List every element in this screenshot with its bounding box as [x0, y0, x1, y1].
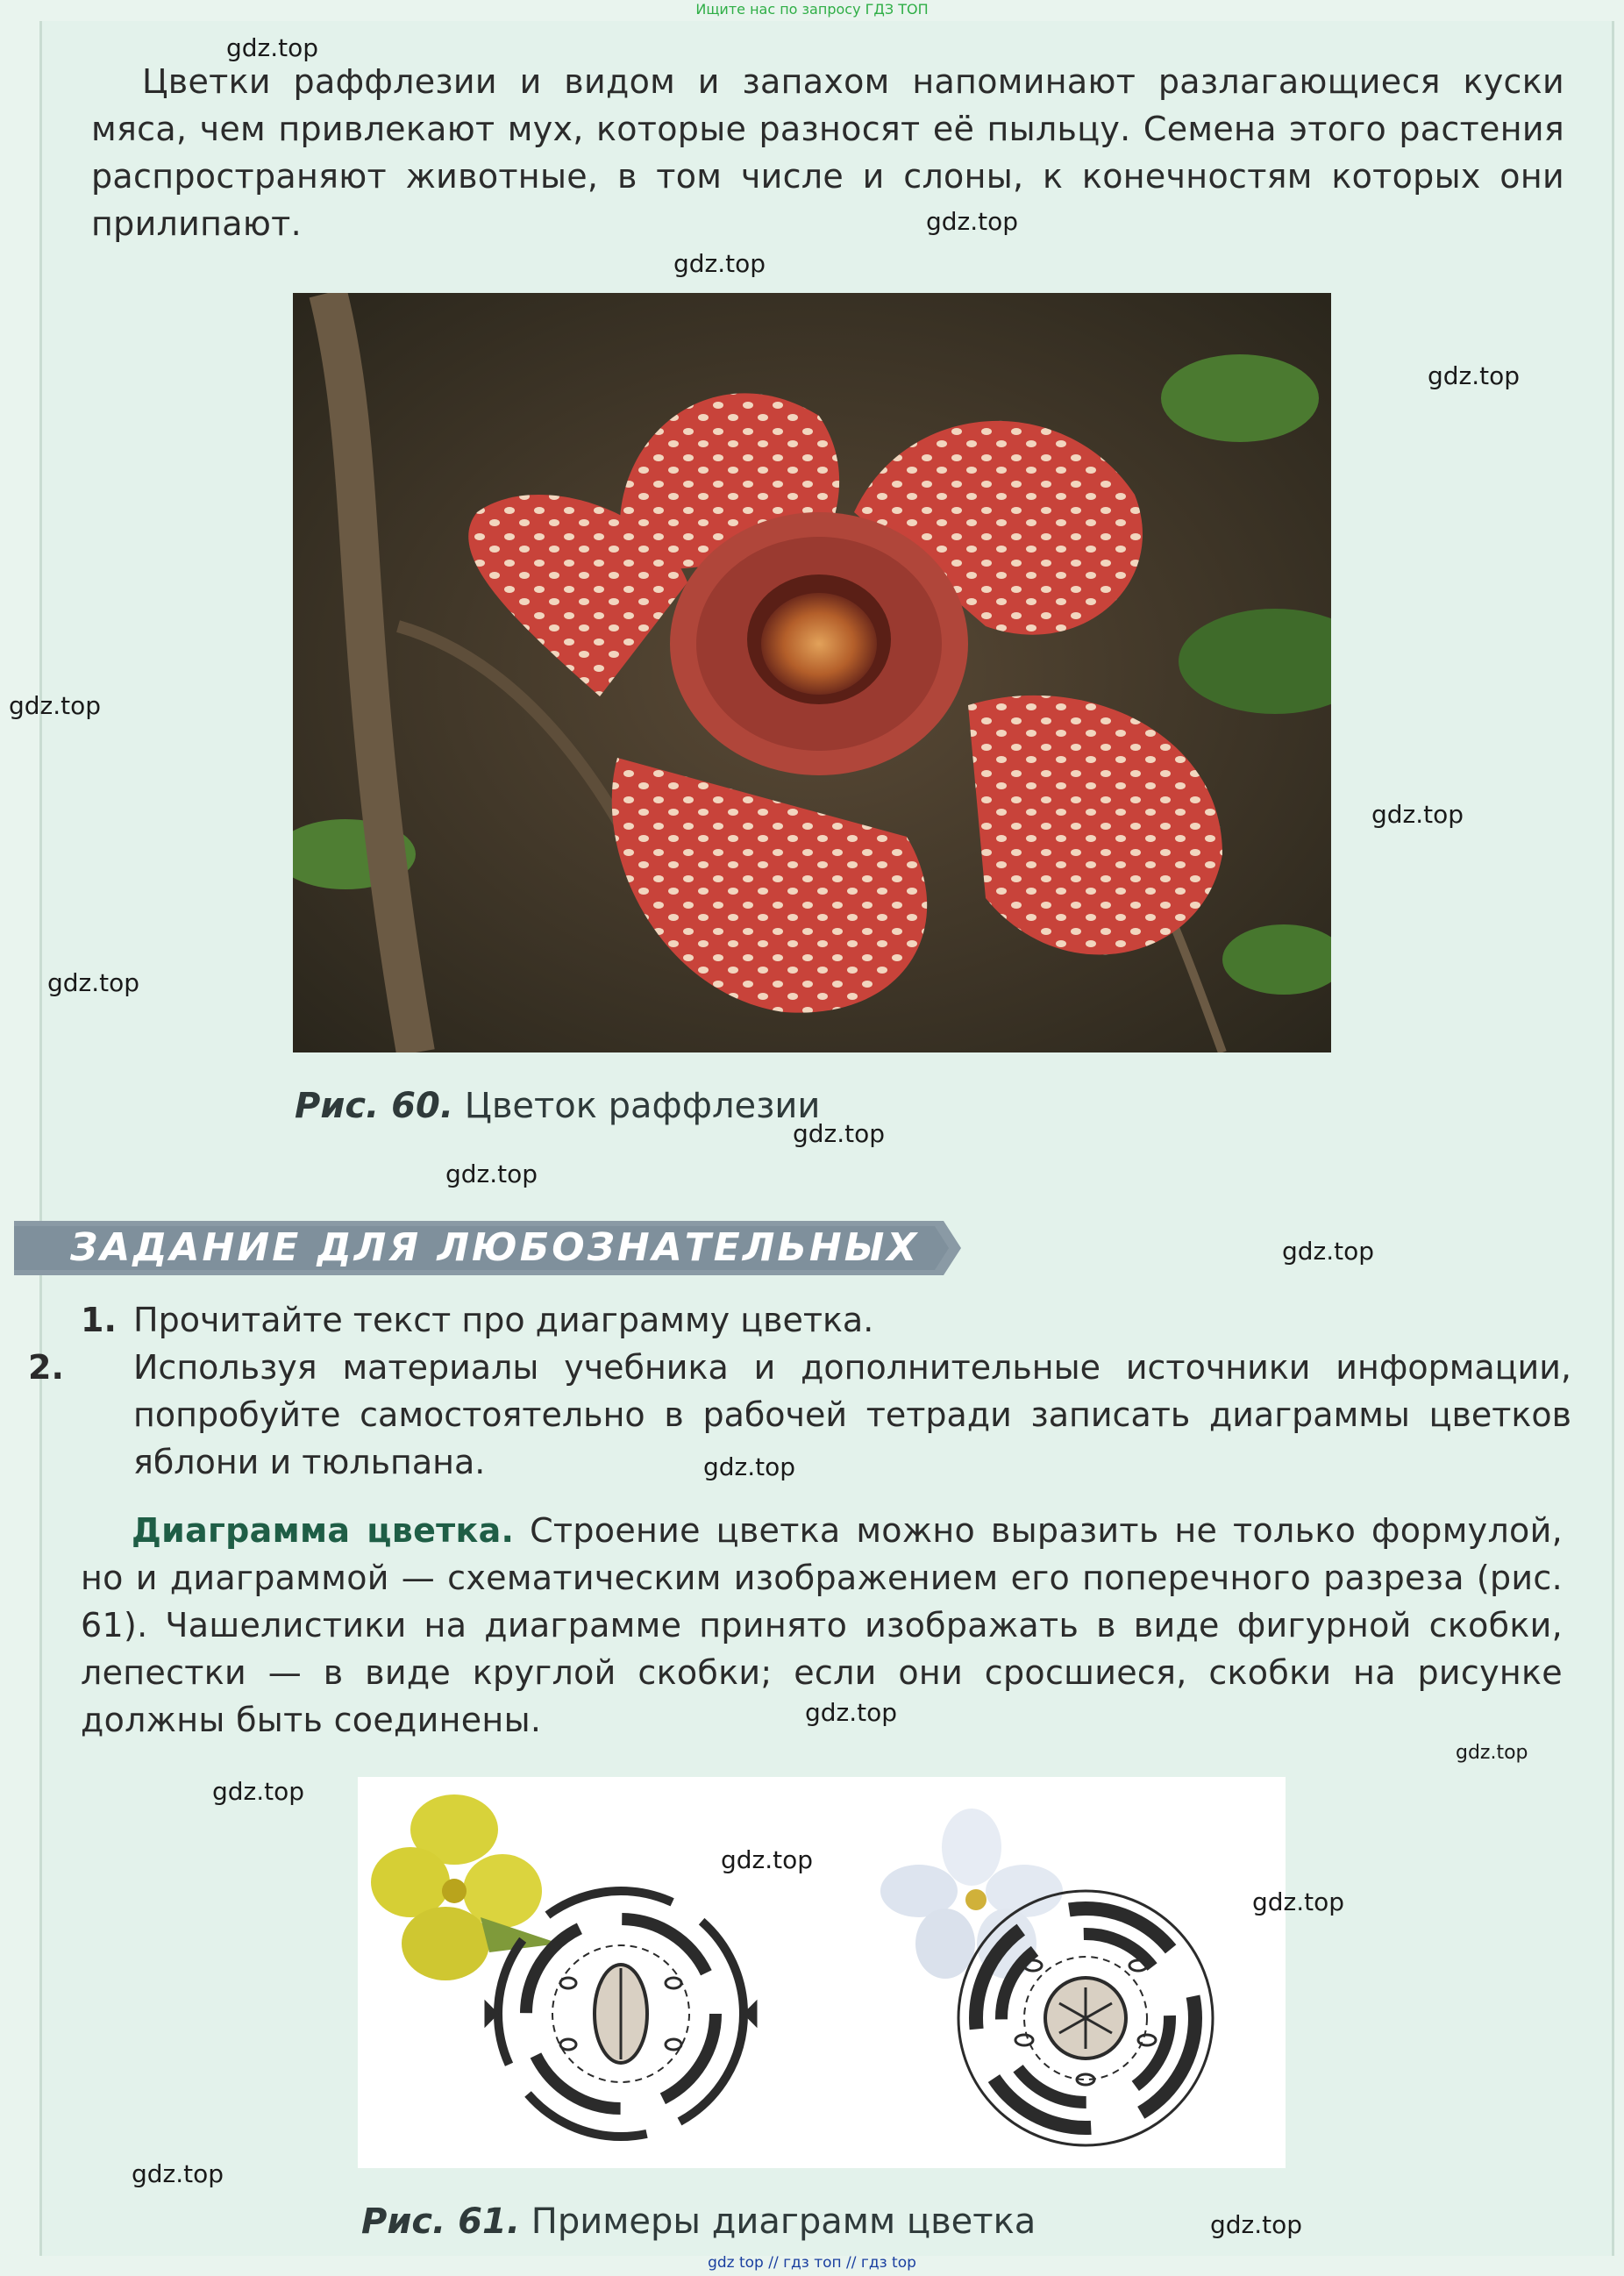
top-search-note: Ищите нас по запросу ГДЗ ТОП — [695, 1, 929, 18]
watermark: gdz.top — [926, 207, 1019, 236]
watermark: gdz.top — [1456, 1742, 1528, 1764]
watermark: gdz.top — [1371, 800, 1464, 829]
watermark: gdz.top — [47, 968, 140, 997]
figure-60-label: Рис. 60. — [295, 1086, 454, 1126]
watermark: gdz.top — [1428, 361, 1521, 390]
watermark: gdz.top — [9, 691, 102, 720]
figure-61-caption — [361, 2201, 1036, 2242]
flower-diagram-2 — [958, 1891, 1213, 2145]
watermark: gdz.top — [703, 1452, 796, 1481]
task-2-number: 2. — [28, 1348, 64, 1387]
rafflesia-illustration — [293, 293, 1331, 1052]
watermark: gdz.top — [1210, 2210, 1303, 2239]
flower-diagrams-illustration — [358, 1777, 1286, 2168]
watermark: gdz.top — [793, 1119, 886, 1148]
watermark: gdz.top — [132, 2159, 224, 2188]
watermark: gdz.top — [1282, 1237, 1375, 1266]
figure-61-panel — [358, 1777, 1286, 2168]
watermark: gdz.top — [1252, 1887, 1345, 1916]
figure-61-text: Примеры диаграмм цветка — [531, 2201, 1036, 2242]
flower-diagram-1 — [485, 1891, 757, 2137]
diagram-paragraph-lead: Диаграмма цветка. — [132, 1511, 515, 1550]
task-1-text: Прочитайте текст про диаграмму цветка. — [133, 1301, 874, 1339]
task-item-2 — [28, 1344, 1571, 1486]
watermark: gdz.top — [721, 1845, 814, 1874]
watermark: gdz.top — [226, 33, 319, 62]
rafflesia-photo — [293, 293, 1331, 1052]
figure-60-text: Цветок раффлезии — [464, 1086, 821, 1126]
figure-61-label: Рис. 61. — [361, 2201, 521, 2242]
task-item-1 — [81, 1296, 1571, 1344]
task-banner-title: ЗАДАНИЕ ДЛЯ ЛЮБОЗНАТЕЛЬНЫХ — [70, 1225, 920, 1270]
watermark: gdz.top — [212, 1777, 305, 1806]
task-1-number: 1. — [81, 1301, 117, 1339]
raffle-paragraph-text: Цветки раффлезии и видом и запахом напоминают разлагающиеся куски мяса, чем привлекают мух, которые разносят её пыльцу. Семена этого растения распространяют животные, в том числе и слоны, к конечностям которых они прилипают. — [91, 62, 1564, 243]
task-2-text: Используя материалы учебника и дополнительные источники информации, попробуйте самостоятельно в рабочей тетради записать диаграммы цветков яблони и тюльпана. — [133, 1348, 1571, 1481]
watermark: gdz.top — [673, 249, 766, 278]
watermark: gdz.top — [445, 1159, 538, 1188]
bottom-watermark-note: gdz top // гдз топ // гдз top — [708, 2254, 916, 2272]
yellow-flower-icon — [371, 1794, 559, 1980]
diagram-paragraph-text: Строение цветка можно выразить не только формулой, но и диаграммой — схематическим изображением его поперечного разреза (рис. 61). Чашелистики на диаграмме принято изображать в виде фигурной скобки, лепестки — в виде круглой скобки; если они сросшиеся, скобки на рисунке должны быть соединены. — [81, 1511, 1563, 1739]
raffle-paragraph — [91, 58, 1564, 247]
watermark: gdz.top — [805, 1698, 898, 1727]
figure-60-caption — [295, 1086, 820, 1126]
